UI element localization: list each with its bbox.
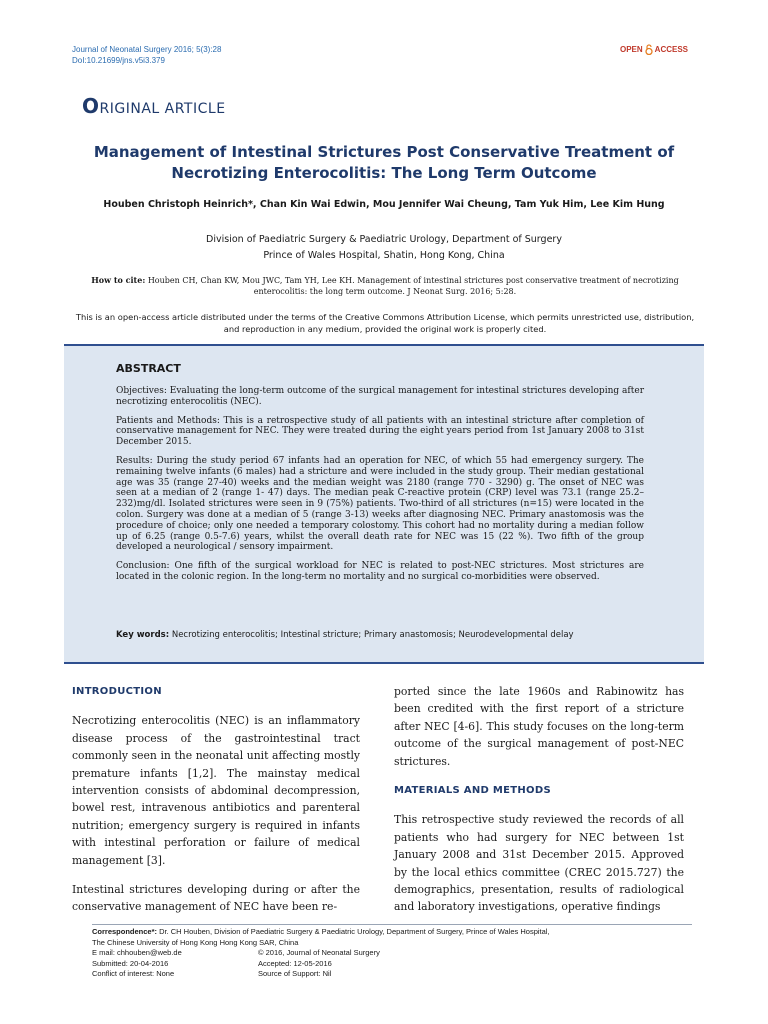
doi-line: DoI:10.21699/jns.v5i3.379 xyxy=(72,56,165,65)
abstract-objectives: Objectives: Evaluating the long-term outcome of the surgical management for intestinal strictures developing after necrotizing enterocolitis (NEC). xyxy=(116,386,644,407)
authors: Houben Christoph Heinrich*, Chan Kin Wai Edwin, Mou Jennifer Wai Cheung, Tam Yuk Him, Lee Kim Hung xyxy=(103,199,665,210)
accepted-date: Accepted: 12-05-2016 xyxy=(258,958,332,968)
license-statement: This is an open-access article distributed under the terms of the Creative Commons Attribution License, which permits unrestricted use, distribution, and reproduction in any medium, provided the original work is properly cited. xyxy=(75,312,695,334)
email: E mail: chhouben@web.de xyxy=(92,948,182,957)
methods-heading: MATERIALS AND METHODS xyxy=(394,785,551,797)
source-of-support: Source of Support: Nil xyxy=(258,969,332,978)
intro-paragraph-1: Necrotizing enterocolitis (NEC) is an inflammatory disease process of the gastrointestinal tract commonly seen in the neonatal unit affecting mostly premature infants [1,2]. The mainstay medical intervention consists of abdominal decompression, bowel rest, intravenous antibiotics and parenteral nutrition; emergency surgery is required in infants with intestinal perforation or failure of medical management [3]. xyxy=(72,714,360,867)
keywords: Key words: Necrotizing enterocolitis; Intestinal stricture; Primary anastomosis; Neurodevelopmental delay xyxy=(116,630,574,640)
conflict-of-interest: Conflict of interest: None xyxy=(92,969,175,978)
correspondence-footer xyxy=(92,924,692,980)
introduction-heading: INTRODUCTION xyxy=(72,686,162,697)
how-to-cite: How to cite: Houben CH, Chan KW, Mou JWC, Tam YH, Lee KH. Management of intestinal strictures post conservative treatment of necrotizing enterocolitis: the long term outcome. J Neonat Surg. 2016; 5:28. xyxy=(91,275,679,296)
article-title: Management of Intestinal Strictures Post Conservative Treatment of Necrotizing Enterocolitis: The Long Term Outcome xyxy=(93,143,675,182)
abstract-results: Results: During the study period 67 infants had an operation for NEC, of which 55 had emergency surgery. The remaining twelve infants (6 males) had a stricture and were included in the study group. Their median gestational age was 35 (range 27-40) weeks and the median weight was 2180 (range 770 - 3290) g. The onset of NEC was seen at a median of 2 (range 1- 47) days. The median peak C-reactive protein (CRP) level was 73.1 (range 25.2–232)mg/dl. Isolated strictures were seen in 9 (75%) patients. Two-third of all strictures (n=15) were located in the colon. Surgery was done at a median of 5 (range 3-13) weeks after diagnosing NEC. Primary anastomosis was the procedure of choice; only one needed a temporary colostomy. This cohort had no mortality during a median follow up of 6.25 (range 0.5-7.6) years, whilst the overall death rate for NEC was 15 (22 %). Two fifth of the group developed a neurological / sensory impairment. xyxy=(116,455,644,553)
section-type: ORIGINAL ARTICLE xyxy=(82,94,226,118)
methods-paragraph-1: This retrospective study reviewed the records of all patients who had surgery for NEC between 1st January 2008 and 31st December 2015. Approved by the local ethics committee (CREC 2015.727) the demographics, presentation, results of radiological and laboratory investigations, operative findings xyxy=(394,813,684,914)
copyright: © 2016, Journal of Neonatal Surgery xyxy=(258,948,380,957)
correspondence-line: Correspondence*: Dr. CH Houben, Division of Paediatric Surgery & Paediatric Urology, Department of Surgery, Prince of Wales Hospital, xyxy=(92,927,550,936)
open-access-left: OPEN xyxy=(620,45,643,54)
intro-paragraph-2: Intestinal strictures developing during or after the conservative management of NEC have been re- xyxy=(72,883,360,914)
submitted-date: Submitted: 20-04-2016 xyxy=(92,958,169,968)
abstract-box xyxy=(64,344,704,664)
open-access-logo xyxy=(620,44,688,55)
journal-line: Journal of Neonatal Surgery 2016; 5(3):28 xyxy=(72,45,222,54)
abstract-methods: Patients and Methods: This is a retrospective study of all patients with an intestinal stricture after completion of conservative management for NEC. They were treated during the eight years period from 1st January 2008 to 31st December 2015. xyxy=(116,415,644,448)
intro-paragraph-continued: ported since the late 1960s and Rabinowitz has been credited with the first report of a stricture after NEC [4-6]. This study focuses on the long-term outcome of the surgical management of post-NEC strictures. xyxy=(394,685,684,768)
right-column xyxy=(394,683,684,928)
open-lock-icon xyxy=(645,44,653,55)
affiliation: Division of Paediatric Surgery & Paediatric Urology, Department of Surgery Prince of Wales Hospital, Shatin, Hong Kong, China xyxy=(206,234,562,261)
abstract-body xyxy=(116,386,644,591)
open-access-right: ACCESS xyxy=(654,45,689,54)
left-column xyxy=(72,683,360,928)
abstract-conclusion: Conclusion: One fifth of the surgical workload for NEC is related to post-NEC strictures. Most strictures are located in the colonic region. In the long-term no mortality and no surgical co-morbidities were observed. xyxy=(116,561,644,582)
abstract-title: ABSTRACT xyxy=(116,362,181,375)
journal-citation xyxy=(72,44,221,66)
correspondence-line-2: The Chinese University of Hong Kong Hong Kong SAR, China xyxy=(92,937,299,947)
